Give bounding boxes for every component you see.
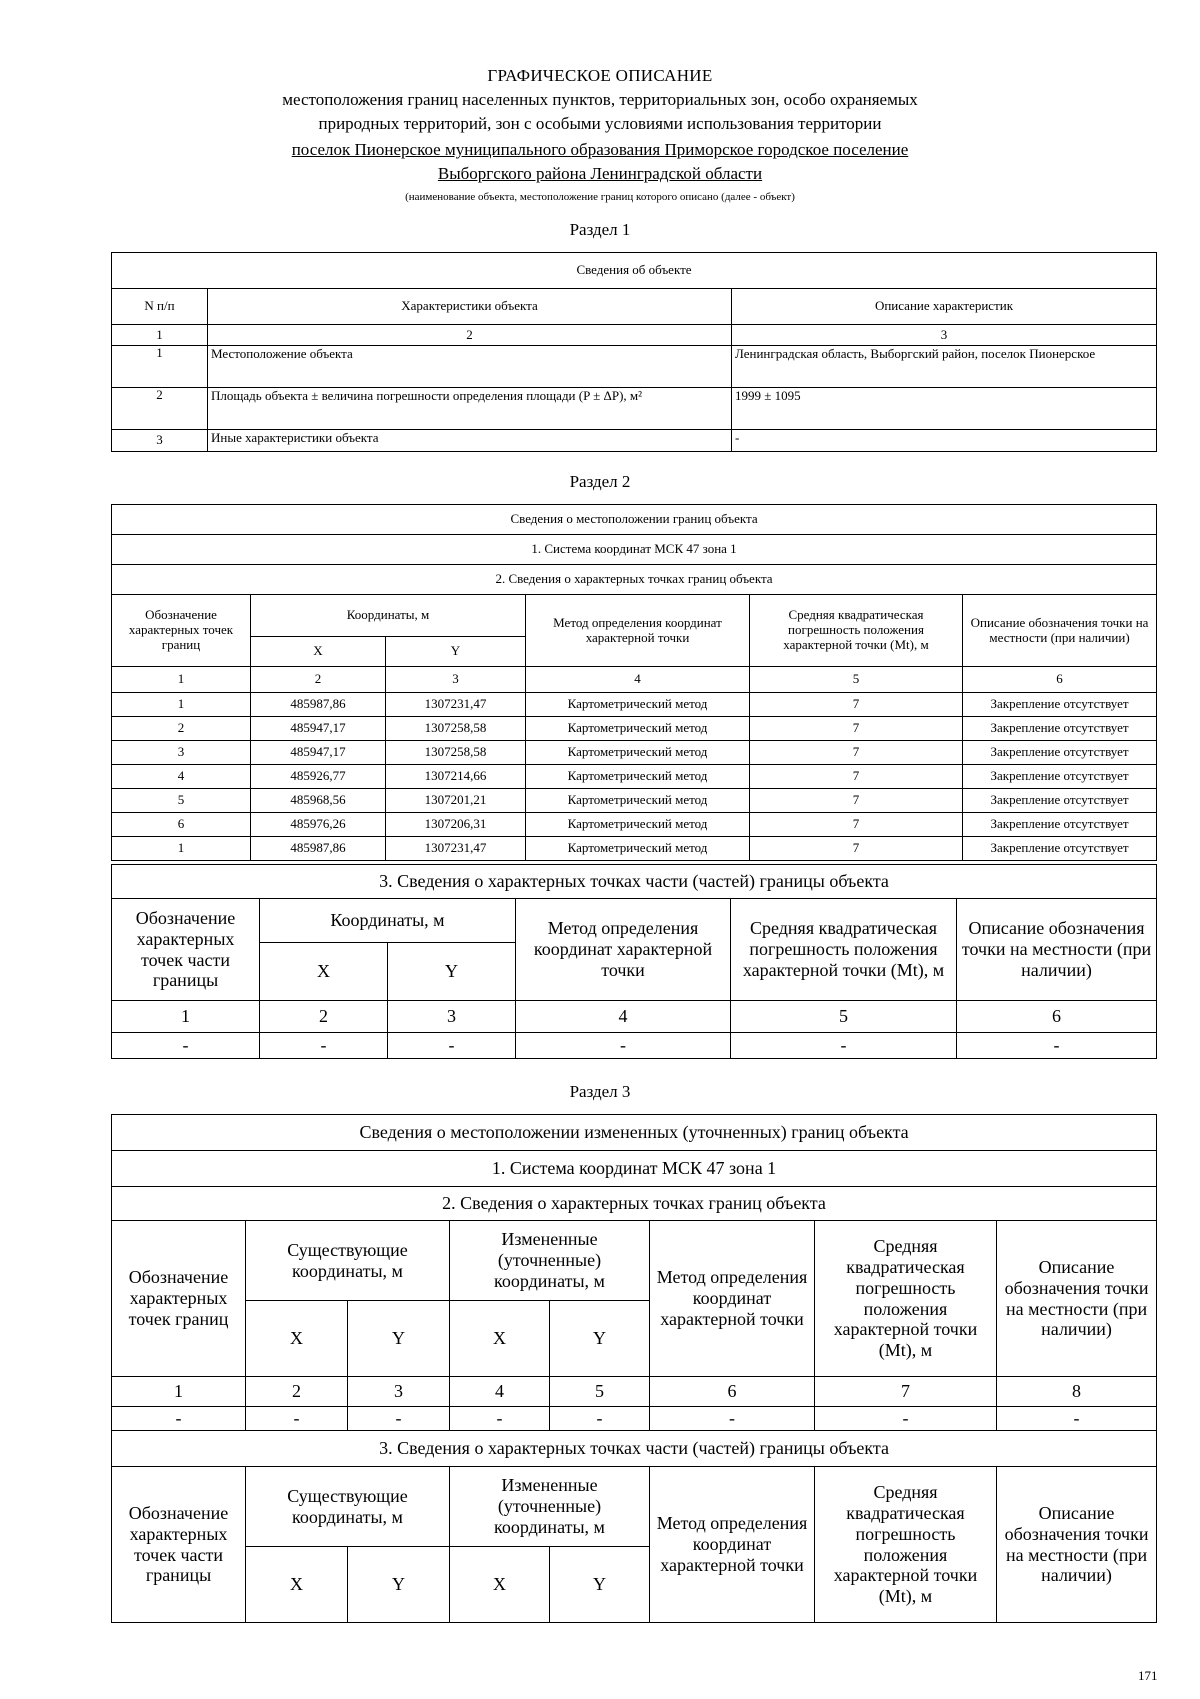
column-header: Метод определения координат характерной точки xyxy=(650,1221,815,1377)
table-cell: 1999 ± 1095 xyxy=(732,388,1157,430)
table-cell: - xyxy=(112,1407,246,1431)
table-cell: Картометрический метод xyxy=(526,717,750,741)
table-cell: 1 xyxy=(112,346,208,388)
column-header: Обозначение характерных точек границ xyxy=(112,595,251,667)
object-name-text-2: Выборгского района Ленинградской области xyxy=(437,164,763,183)
table-cell: Площадь объекта ± величина погрешности определения площади (P ± ΔP), м² xyxy=(208,388,732,430)
table-cell: 3 xyxy=(112,430,208,452)
column-header: X xyxy=(251,637,386,667)
table-cell: - xyxy=(348,1407,450,1431)
table-cell: Картометрический метод xyxy=(526,813,750,837)
column-number: 6 xyxy=(957,1001,1157,1033)
column-number: 1 xyxy=(112,325,208,346)
table-title: Сведения об объекте xyxy=(112,253,1157,289)
column-header: Описание характеристик xyxy=(732,289,1157,325)
column-number: 3 xyxy=(732,325,1157,346)
table-cell: 1307206,31 xyxy=(386,813,526,837)
table-cell: Закрепление отсутствует xyxy=(963,813,1157,837)
table-cell: - xyxy=(997,1407,1157,1431)
column-header: Существующие координаты, м xyxy=(246,1221,450,1301)
column-header: X xyxy=(246,1301,348,1377)
column-number: 4 xyxy=(526,667,750,693)
table-cell: Закрепление отсутствует xyxy=(963,741,1157,765)
table-cell: 485947,17 xyxy=(251,717,386,741)
table-cell: 7 xyxy=(750,813,963,837)
table-cell: - xyxy=(731,1033,957,1059)
column-number: 2 xyxy=(260,1001,388,1033)
column-header: Описание обозначения точки на местности (при наличии) xyxy=(957,899,1157,1001)
column-number: 6 xyxy=(650,1377,815,1407)
column-header: Y xyxy=(388,943,516,1001)
table-cell: 2 xyxy=(112,388,208,430)
table-cell: 7 xyxy=(750,837,963,861)
table-cell: 7 xyxy=(750,717,963,741)
table-cell: 1307258,58 xyxy=(386,717,526,741)
coordinate-system: 1. Система координат МСК 47 зона 1 xyxy=(112,535,1157,565)
table-cell: 1307231,47 xyxy=(386,693,526,717)
column-header: Средняя квадратическая погрешность положения характерной точки (Mt), м xyxy=(731,899,957,1001)
changed-boundary-table xyxy=(111,1114,1157,1623)
column-header: X xyxy=(450,1547,550,1623)
table-cell: Местоположение объекта xyxy=(208,346,732,388)
column-header: Обозначение характерных точек части границы xyxy=(112,899,260,1001)
column-number: 5 xyxy=(731,1001,957,1033)
table-row xyxy=(112,1407,1157,1431)
column-header: Характеристики объекта xyxy=(208,289,732,325)
column-number: 8 xyxy=(997,1377,1157,1407)
table-cell: - xyxy=(246,1407,348,1431)
column-number: 1 xyxy=(112,1377,246,1407)
column-header: Существующие координаты, м xyxy=(246,1467,450,1547)
column-header: X xyxy=(260,943,388,1001)
table-cell: - xyxy=(112,1033,260,1059)
table-cell: 6 xyxy=(112,813,251,837)
column-number: 3 xyxy=(386,667,526,693)
table-row xyxy=(112,430,1157,452)
table-cell: - xyxy=(815,1407,997,1431)
table-cell: 1307258,58 xyxy=(386,741,526,765)
table-cell: 4 xyxy=(112,765,251,789)
section-3-title: Раздел 3 xyxy=(569,1082,631,1101)
column-header: Y xyxy=(386,637,526,667)
table-row xyxy=(112,717,1157,741)
table-cell: 485976,26 xyxy=(251,813,386,837)
points-subtitle: 2. Сведения о характерных точках границ объекта xyxy=(112,1187,1157,1221)
section-2-title: Раздел 2 xyxy=(569,472,631,491)
document-title: ГРАФИЧЕСКОЕ ОПИСАНИЕ xyxy=(487,66,713,85)
table-cell: 485968,56 xyxy=(251,789,386,813)
table-cell: - xyxy=(388,1033,516,1059)
column-number: 3 xyxy=(348,1377,450,1407)
coordinate-system: 1. Система координат МСК 47 зона 1 xyxy=(112,1151,1157,1187)
column-header: X xyxy=(450,1301,550,1377)
part-subtitle: 3. Сведения о характерных точках части (частей) границы объекта xyxy=(112,1431,1157,1467)
table-row xyxy=(112,1033,1157,1059)
column-number: 4 xyxy=(516,1001,731,1033)
column-header: Метод определения координат характерной точки xyxy=(650,1467,815,1623)
column-header: Описание обозначения точки на местности (при наличии) xyxy=(997,1221,1157,1377)
column-header: Координаты, м xyxy=(260,899,516,943)
table-cell: 7 xyxy=(750,741,963,765)
part-subtitle: 3. Сведения о характерных точках части (частей) границы объекта xyxy=(112,865,1157,899)
table-row xyxy=(112,388,1157,430)
table-cell: - xyxy=(550,1407,650,1431)
table-cell: 2 xyxy=(112,717,251,741)
column-header: Y xyxy=(550,1547,650,1623)
table-cell: 7 xyxy=(750,789,963,813)
table-cell: 485987,86 xyxy=(251,693,386,717)
table-cell: 485947,17 xyxy=(251,741,386,765)
table-cell: - xyxy=(516,1033,731,1059)
column-number: 7 xyxy=(815,1377,997,1407)
table-cell: - xyxy=(732,430,1157,452)
table-cell: 485987,86 xyxy=(251,837,386,861)
document-subtitle-line-2: природных территорий, зон с особыми условиями использования территории xyxy=(318,114,882,133)
column-number: 2 xyxy=(208,325,732,346)
table-cell: - xyxy=(650,1407,815,1431)
object-name-line-2 xyxy=(0,164,1200,184)
column-header: Описание обозначения точки на местности (при наличии) xyxy=(997,1467,1157,1623)
column-number: 2 xyxy=(246,1377,348,1407)
table-row xyxy=(112,789,1157,813)
table-cell: 485926,77 xyxy=(251,765,386,789)
table-title: Сведения о местоположении измененных (уточненных) границ объекта xyxy=(112,1115,1157,1151)
table-row xyxy=(112,693,1157,717)
column-header: Измененные (уточненные) координаты, м xyxy=(450,1467,650,1547)
table-cell: 1307231,47 xyxy=(386,837,526,861)
page-number: 171 xyxy=(1138,1668,1158,1683)
table-cell: Закрепление отсутствует xyxy=(963,717,1157,741)
table-cell: 3 xyxy=(112,741,251,765)
column-header: Метод определения координат характерной точки xyxy=(516,899,731,1001)
table-cell: Иные характеристики объекта xyxy=(208,430,732,452)
points-subtitle: 2. Сведения о характерных точках границ объекта xyxy=(112,565,1157,595)
column-number: 2 xyxy=(251,667,386,693)
table-cell: Картометрический метод xyxy=(526,789,750,813)
column-header: Средняя квадратическая погрешность положения характерной точки (Mt), м xyxy=(815,1467,997,1623)
column-header: Метод определения координат характерной точки xyxy=(526,595,750,667)
table-cell: 5 xyxy=(112,789,251,813)
column-number: 3 xyxy=(388,1001,516,1033)
table-cell: Картометрический метод xyxy=(526,693,750,717)
column-number: 5 xyxy=(750,667,963,693)
column-header: Средняя квадратическая погрешность положения характерной точки (Mt), м xyxy=(815,1221,997,1377)
object-name-text-1: поселок Пионерское муниципального образования Приморское городское поселение xyxy=(291,140,909,159)
table-cell: 1307214,66 xyxy=(386,765,526,789)
column-header: Координаты, м xyxy=(251,595,526,637)
table-cell: 1 xyxy=(112,693,251,717)
object-info-table xyxy=(111,252,1157,452)
column-number: 1 xyxy=(112,1001,260,1033)
column-number: 6 xyxy=(963,667,1157,693)
table-cell: Картометрический метод xyxy=(526,837,750,861)
column-header: Y xyxy=(348,1301,450,1377)
column-header: Описание обозначения точки на местности (при наличии) xyxy=(963,595,1157,667)
column-header: Обозначение характерных точек границ xyxy=(112,1221,246,1377)
table-cell: 1 xyxy=(112,837,251,861)
column-header: Измененные (уточненные) координаты, м xyxy=(450,1221,650,1301)
column-number: 5 xyxy=(550,1377,650,1407)
table-cell: 1307201,21 xyxy=(386,789,526,813)
table-cell: Картометрический метод xyxy=(526,741,750,765)
column-number: 4 xyxy=(450,1377,550,1407)
column-header: Y xyxy=(348,1547,450,1623)
table-row xyxy=(112,346,1157,388)
table-cell: - xyxy=(260,1033,388,1059)
table-cell: Закрепление отсутствует xyxy=(963,693,1157,717)
table-cell: Закрепление отсутствует xyxy=(963,789,1157,813)
column-header: Обозначение характерных точек части границы xyxy=(112,1467,246,1623)
table-cell: 7 xyxy=(750,693,963,717)
column-header: X xyxy=(246,1547,348,1623)
table-cell: Закрепление отсутствует xyxy=(963,837,1157,861)
document-subtitle-line-1: местоположения границ населенных пунктов, территориальных зон, особо охраняемых xyxy=(282,90,918,109)
table-row xyxy=(112,837,1157,861)
table-cell: - xyxy=(450,1407,550,1431)
table-cell: Ленинградская область, Выборгский район, поселок Пионерское xyxy=(732,346,1157,388)
table-row xyxy=(112,741,1157,765)
section-1-title: Раздел 1 xyxy=(569,220,631,239)
column-number: 1 xyxy=(112,667,251,693)
table-title: Сведения о местоположении границ объекта xyxy=(112,505,1157,535)
object-name-line-1 xyxy=(0,140,1200,160)
table-row xyxy=(112,765,1157,789)
table-cell: Картометрический метод xyxy=(526,765,750,789)
column-header: N п/п xyxy=(112,289,208,325)
boundary-part-points-table xyxy=(111,864,1157,1059)
boundary-points-table xyxy=(111,504,1157,861)
table-cell: 7 xyxy=(750,765,963,789)
column-header: Средняя квадратическая погрешность положения характерной точки (Mt), м xyxy=(750,595,963,667)
table-cell: - xyxy=(957,1033,1157,1059)
object-name-note: (наименование объекта, местоположение границ которого описано (далее - объект) xyxy=(405,191,795,203)
table-row xyxy=(112,813,1157,837)
column-header: Y xyxy=(550,1301,650,1377)
table-cell: Закрепление отсутствует xyxy=(963,765,1157,789)
